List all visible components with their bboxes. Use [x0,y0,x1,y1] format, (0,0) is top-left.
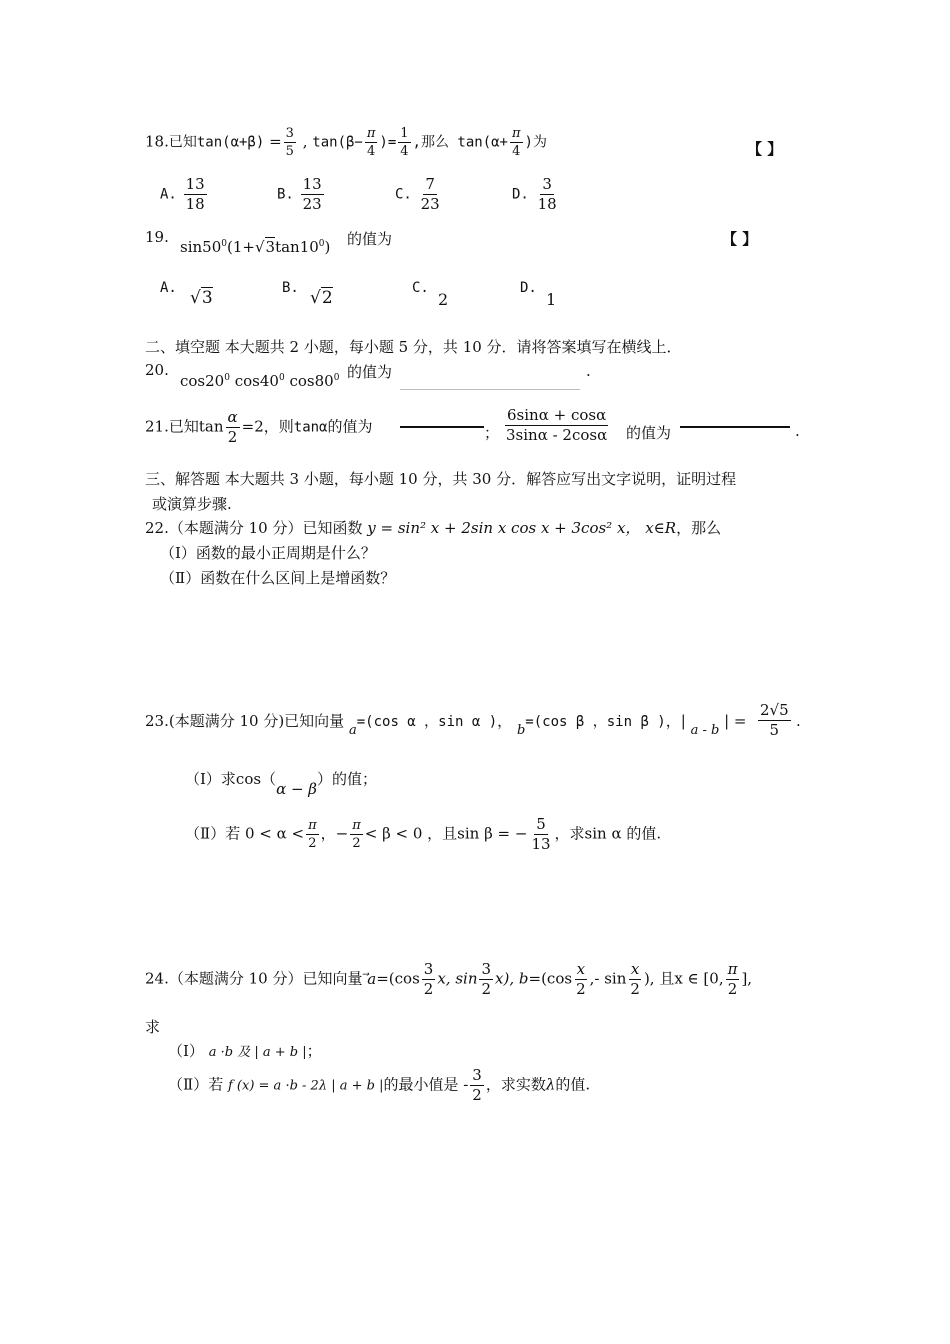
q20-number: 20. [145,361,169,379]
q18-fraction-pi-4: $\frac{\pi}{4}$ [366,126,376,159]
q21-semicolon: ； [484,424,500,442]
section-3-heading-line2: 或演算步骤. [152,495,232,513]
q18-answer-bracket: 【 】 [747,140,783,158]
q24-qiu: 求 [145,1018,161,1036]
q21-fraction: $\frac{6\sin\alpha + \cos\alpha}{3\sin\alpha - 2\cos\alpha}$ [506,406,608,444]
q20-period: . [586,362,591,380]
q21-answer-blank-2[interactable] [680,425,790,428]
q23-part-2: （Ⅱ）若 0 < α < $\frac{\pi}{2}$ ，− $\frac{\pi}{2}$ < β < 0 ，且sin β = − $\frac{5}{13}$ ，求sin α 的值. [185,815,662,853]
q18-stem: 18.已知tan(α+β) = $\frac{3}{5}$ , tan(β− $\frac{\pi}{4}$ )= $\frac{1}{4}$ ,那么 tan(α+ $\frac{\pi}{4}$ )为 [145,126,547,159]
q19-option-b-label: B. [282,280,299,296]
q19-option-d-value: 1 [546,290,557,309]
q18-fraction-3-5: $\frac{3}{5}$ [285,126,294,159]
q21-period: . [795,422,800,440]
q20-answer-blank[interactable] [400,388,580,390]
section-2-heading: 二、填空题 本大题共 2 小题，每小题 5 分，共 10 分．请将答案填写在横线上． [145,338,682,356]
q18-option-d: D. $\frac{3}{18}$ [512,175,557,213]
q18-fraction-pi-4-b: $\frac{\pi}{4}$ [511,126,521,159]
q19-number: 19. [145,228,169,246]
q19-option-c-label: C. [412,280,429,296]
section-3-heading-line1: 三、解答题 本大题共 3 小题，每小题 10 分，共 30 分．解答应写出文字说明，证明过程 [145,470,737,488]
q19-option-d-label: D. [520,280,537,296]
q19-option-a-value: √3 [190,288,213,308]
q20-tail: 的值为 [347,363,393,381]
q23-period: . [796,712,801,730]
q18-option-b: B. $\frac{13}{23}$ [277,175,322,213]
q19-option-b-value: √2 [310,288,333,308]
q22-part-1: （Ⅰ）函数的最小正周期是什么？ [160,544,376,562]
q18-fraction-1-4: $\frac{1}{4}$ [400,126,409,159]
q24-part-2: （Ⅱ）若 f (x) = a ·b - 2λ | a + b |的最小值是 - $\frac{3}{2}$ ，求实数λ的值. [168,1066,591,1104]
q23-fraction: $\frac{2√5}{5}$ [760,701,789,739]
q21-tail: 的值为 [626,424,672,442]
q19-tail: 的值为 [347,230,393,248]
q24-stem: 24.（本题满分 10 分）已知向量 a=(cos $\frac{3}{2}$ x, sin $\frac{3}{2}$ x), b=(cos $\frac{x}{2}$ ,- sin $\frac{x}{2}$ ), 且x ∈ [0, $\frac{\pi}{2}$ ], [145,960,753,998]
q18-option-a: A. $\frac{13}{18}$ [160,175,205,213]
q22-stem: 22.（本题满分 10 分）已知函数 y = sin² x + 2sin x cos x + 3cos² x， x∈R，那么 [145,519,722,537]
q19-option-a-label: A. [160,280,177,296]
q23-part-1: （Ⅰ）求cos（α − β）的值； [185,770,377,798]
q24-part-1: （Ⅰ） a ·b 及 | a + b |； [168,1042,322,1060]
vector-a-arrow: a [367,969,377,988]
q22-part-2: （Ⅱ）函数在什么区间上是增函数？ [160,569,396,587]
q19-expression: $\sin 50^0(1+√3\tan 10^0)$ [180,238,331,256]
q18-number: 18. [145,132,169,151]
q18-option-c: C. $\frac{7}{23}$ [395,175,440,213]
q23-stem: 23.(本题满分 10 分)已知向量 a=(cos α ，sin α )， b=(cos β ，sin β )，| a - b | = [145,712,747,738]
q19-option-c-value: 2 [438,290,449,309]
q21-stem: 21.已知tan $\frac{\alpha}{2}$ =2，则tanα的值为 [145,408,373,446]
q20-expression: $\cos 20^0$ $\cos 40^0$ $\cos 80^0$ [180,372,340,390]
q19-answer-bracket: 【 】 [722,230,758,248]
q21-answer-blank-1[interactable] [400,425,484,428]
